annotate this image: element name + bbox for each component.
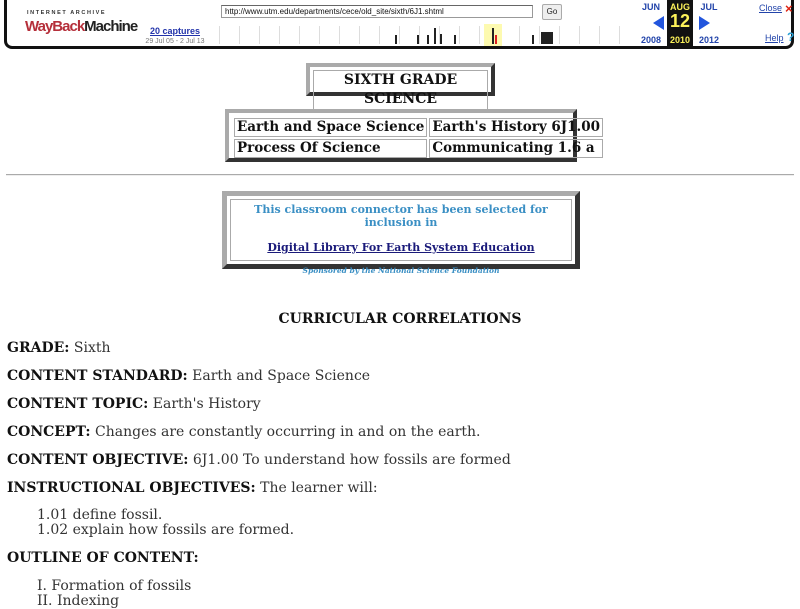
field-concept: CONCEPT: Changes are constantly occurring in and on the earth.: [7, 424, 481, 440]
list-item: II. Indexing: [37, 593, 120, 609]
table-cell: Process Of Science: [234, 139, 427, 158]
captures-range: 29 Jul 05 - 2 Jul 13: [145, 38, 205, 45]
captures-link[interactable]: 20 captures: [149, 26, 201, 36]
captures-info: [140, 26, 210, 45]
next-year-link[interactable]: 2012: [698, 35, 720, 45]
logo-wayback-text: WayBackMachine: [25, 18, 138, 35]
logo-internet-archive-text: INTERNET ARCHIVE: [27, 10, 107, 16]
url-input[interactable]: http://www.utm.edu/departments/cece/old_site/sixth/6J1.shtml: [221, 5, 533, 18]
help-link[interactable]: Help: [765, 33, 784, 43]
sponsor-text: Sponsored by the National Science Foundation: [302, 266, 500, 275]
prev-month-link[interactable]: JUN: [641, 2, 660, 12]
close-link[interactable]: Close: [759, 3, 783, 13]
wayback-toolbar: [4, 0, 794, 49]
table-cell: Earth's History 6J1.00: [429, 118, 603, 137]
list-item: I. Formation of fossils: [37, 578, 192, 594]
prev-capture-arrow-icon[interactable]: [653, 16, 664, 30]
horizontal-divider: [6, 174, 794, 176]
table-row: [234, 139, 603, 158]
table-row: [234, 118, 603, 137]
close-icon[interactable]: ×: [785, 1, 793, 16]
field-content-topic: CONTENT TOPIC: Earth's History: [7, 396, 261, 412]
table-cell: Communicating 1.6 a: [429, 139, 603, 158]
dlese-link[interactable]: Digital Library For Earth System Education: [267, 241, 535, 254]
go-button[interactable]: Go: [542, 4, 562, 20]
dlese-notice-text: This classroom connector has been selected for inclusion in: [254, 203, 548, 229]
wayback-logo[interactable]: [23, 8, 138, 40]
table-cell: Earth and Space Science: [234, 118, 427, 137]
list-item: 1.01 define fossil.: [37, 507, 163, 523]
field-grade: GRADE: Sixth: [7, 340, 111, 356]
next-capture-arrow-icon[interactable]: [699, 16, 710, 30]
next-month-link[interactable]: JUL: [700, 2, 718, 12]
list-item: 1.02 explain how fossils are formed.: [37, 522, 295, 538]
correlation-table-box: [225, 109, 601, 162]
section-title: CURRICULAR CORRELATIONS: [278, 311, 522, 327]
current-capture-date: AUG 12 2010: [667, 0, 693, 46]
prev-year-link[interactable]: 2008: [640, 35, 662, 45]
page-title-box: [306, 63, 495, 107]
field-instructional-objectives: INSTRUCTIONAL OBJECTIVES: The learner will:: [7, 480, 378, 496]
correlation-table: [232, 116, 605, 160]
field-content-standard: CONTENT STANDARD: Earth and Space Science: [7, 368, 371, 384]
date-navigator: [635, 0, 743, 46]
capture-timeline[interactable]: [219, 24, 625, 46]
field-content-objective: CONTENT OBJECTIVE: 6J1.00 To understand how fossils are formed: [7, 452, 511, 468]
outline-label: OUTLINE OF CONTENT:: [7, 550, 199, 566]
help-icon[interactable]: ?: [787, 30, 795, 44]
dlese-notice-box: [222, 191, 580, 275]
page-title: SIXTH GRADE SCIENCE: [313, 70, 488, 110]
